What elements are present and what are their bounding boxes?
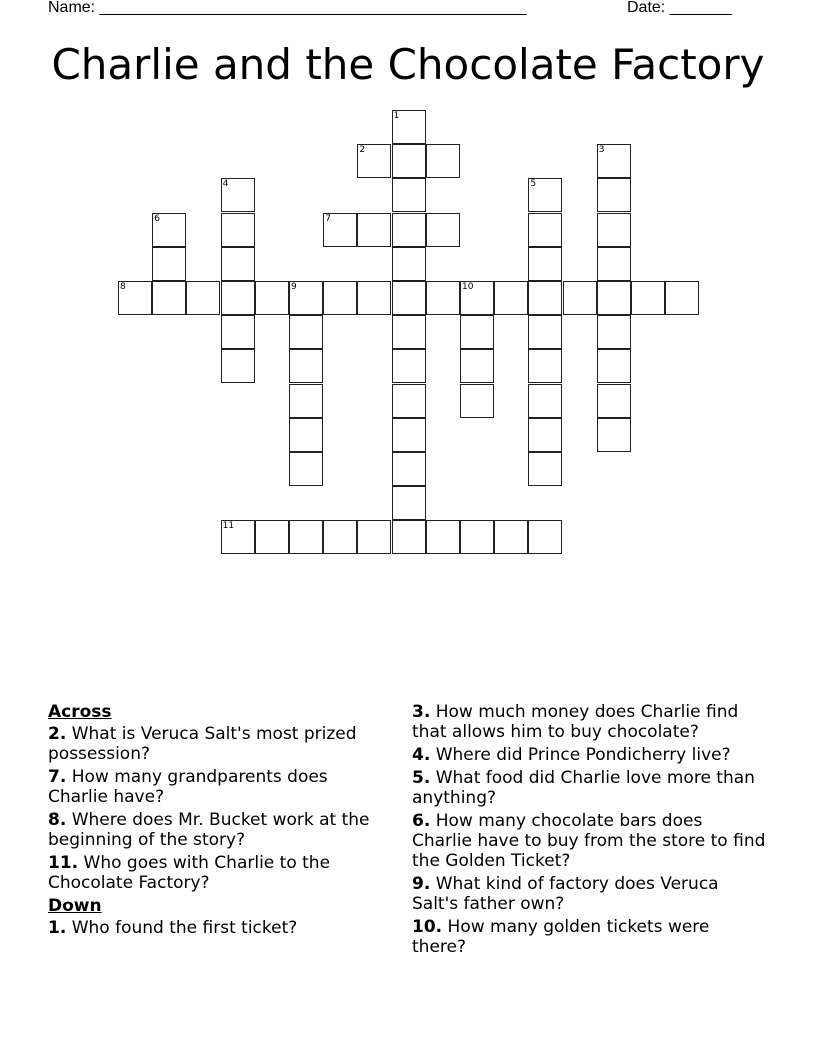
crossword-cell[interactable] (460, 315, 494, 349)
crossword-cell[interactable] (221, 349, 255, 383)
crossword-cell[interactable] (597, 384, 631, 418)
crossword-cell[interactable] (221, 178, 255, 212)
crossword-cell[interactable] (597, 315, 631, 349)
crossword-cell[interactable] (392, 110, 426, 144)
crossword-cell[interactable] (392, 520, 426, 554)
clues-column-right (412, 702, 767, 960)
crossword-cell[interactable] (255, 520, 289, 554)
clue-number: 2 (359, 145, 366, 156)
crossword-cell[interactable] (528, 178, 562, 212)
crossword-cell[interactable] (597, 247, 631, 281)
crossword-cell[interactable] (597, 213, 631, 247)
crossword-cell[interactable] (528, 247, 562, 281)
clue-number: 9 (291, 282, 297, 292)
crossword-cell[interactable] (665, 281, 699, 315)
crossword-cell[interactable] (597, 144, 631, 178)
crossword-cell[interactable] (597, 178, 631, 212)
across-heading: Across (48, 702, 112, 722)
crossword-cell[interactable] (357, 144, 391, 178)
clue-number: 3 (598, 145, 605, 156)
crossword-cell[interactable] (460, 349, 494, 383)
clue-number: 10 (462, 282, 474, 292)
crossword-cell[interactable] (494, 281, 528, 315)
crossword-cell[interactable] (426, 144, 460, 178)
clue-down-9: 9. What kind of factory does Veruca Salt's father own? (412, 874, 719, 914)
crossword-cell[interactable] (528, 281, 562, 315)
clue-down-10: 10. How many golden tickets were there? (412, 917, 710, 957)
crossword-cell[interactable] (289, 520, 323, 554)
crossword-cell[interactable] (460, 384, 494, 418)
crossword-cell[interactable] (221, 315, 255, 349)
clue-down-6: 6. How many chocolate bars does Charlie have to buy from the store to find the Golden Ticket? (412, 811, 766, 871)
date-field-label[interactable]: Date: _______ (627, 0, 732, 16)
crossword-cell[interactable] (152, 281, 186, 315)
crossword-cell[interactable] (289, 452, 323, 486)
crossword-cell[interactable] (289, 384, 323, 418)
crossword-cell[interactable] (357, 281, 391, 315)
crossword-cell[interactable] (289, 315, 323, 349)
crossword-cell[interactable] (221, 213, 255, 247)
crossword-cell[interactable] (323, 520, 357, 554)
crossword-cell[interactable] (221, 520, 255, 554)
clues-column-left (48, 702, 393, 941)
page-title: Charlie and the Chocolate Factory (51, 40, 765, 89)
crossword-cell[interactable] (494, 520, 528, 554)
crossword-cell[interactable] (631, 281, 665, 315)
crossword-cell[interactable] (289, 349, 323, 383)
clue-down-5: 5. What food did Charlie love more than anything? (412, 768, 755, 808)
crossword-cell[interactable] (323, 281, 357, 315)
crossword-cell[interactable] (426, 281, 460, 315)
crossword-cell[interactable] (528, 315, 562, 349)
crossword-cell[interactable] (563, 281, 597, 315)
crossword-cell[interactable] (221, 281, 255, 315)
crossword-cell[interactable] (221, 247, 255, 281)
crossword-cell[interactable] (392, 178, 426, 212)
clue-across-8: 8. Where does Mr. Bucket work at the beginning of the story? (48, 810, 370, 850)
clue-across-11: 11. Who goes with Charlie to the Chocolate Factory? (48, 853, 331, 893)
crossword-cell[interactable] (392, 247, 426, 281)
crossword-cell[interactable] (528, 452, 562, 486)
down-heading: Down (48, 896, 102, 916)
crossword-cell[interactable] (528, 384, 562, 418)
crossword-cell[interactable] (357, 520, 391, 554)
clue-number: 4 (222, 179, 229, 190)
clue-across-7: 7. How many grandparents does Charlie have? (48, 767, 328, 807)
crossword-cell[interactable] (460, 520, 494, 554)
crossword-cell[interactable] (392, 144, 426, 178)
crossword-cell[interactable] (323, 213, 357, 247)
crossword-cell[interactable] (118, 281, 152, 315)
crossword-cell[interactable] (597, 349, 631, 383)
crossword-cell[interactable] (528, 520, 562, 554)
crossword-cell[interactable] (357, 213, 391, 247)
clue-number: 5 (530, 179, 537, 190)
crossword-cell[interactable] (460, 281, 494, 315)
crossword-cell[interactable] (392, 213, 426, 247)
crossword-cell[interactable] (392, 452, 426, 486)
crossword-cell[interactable] (152, 213, 186, 247)
name-field-label[interactable]: Name: ________________________________________________ (48, 0, 527, 16)
crossword-cell[interactable] (528, 418, 562, 452)
clue-number: 11 (222, 521, 235, 532)
crossword-cell[interactable] (186, 281, 220, 315)
crossword-cell[interactable] (392, 349, 426, 383)
crossword-cell[interactable] (426, 520, 460, 554)
clue-down-4: 4. Where did Prince Pondicherry live? (412, 745, 731, 765)
clue-number: 8 (120, 282, 126, 292)
crossword-cell[interactable] (289, 418, 323, 452)
crossword-cell[interactable] (255, 281, 289, 315)
crossword-cell[interactable] (392, 486, 426, 520)
clue-number: 7 (325, 213, 331, 224)
crossword-cell[interactable] (597, 281, 631, 315)
crossword-cell[interactable] (392, 418, 426, 452)
clue-number: 6 (154, 213, 160, 224)
crossword-cell[interactable] (392, 281, 426, 315)
crossword-cell[interactable] (392, 315, 426, 349)
clue-down-3: 3. How much money does Charlie find that allows him to buy chocolate? (412, 702, 739, 742)
crossword-cell[interactable] (528, 349, 562, 383)
crossword-cell[interactable] (392, 384, 426, 418)
crossword-cell[interactable] (152, 247, 186, 281)
crossword-cell[interactable] (426, 213, 460, 247)
clue-number: 1 (393, 111, 400, 121)
crossword-cell[interactable] (528, 213, 562, 247)
clue-down-1: 1. Who found the first ticket? (48, 918, 298, 938)
clue-across-2: 2. What is Veruca Salt's most prized possession? (48, 724, 357, 764)
crossword-cell[interactable] (597, 418, 631, 452)
crossword-cell[interactable] (289, 281, 323, 315)
